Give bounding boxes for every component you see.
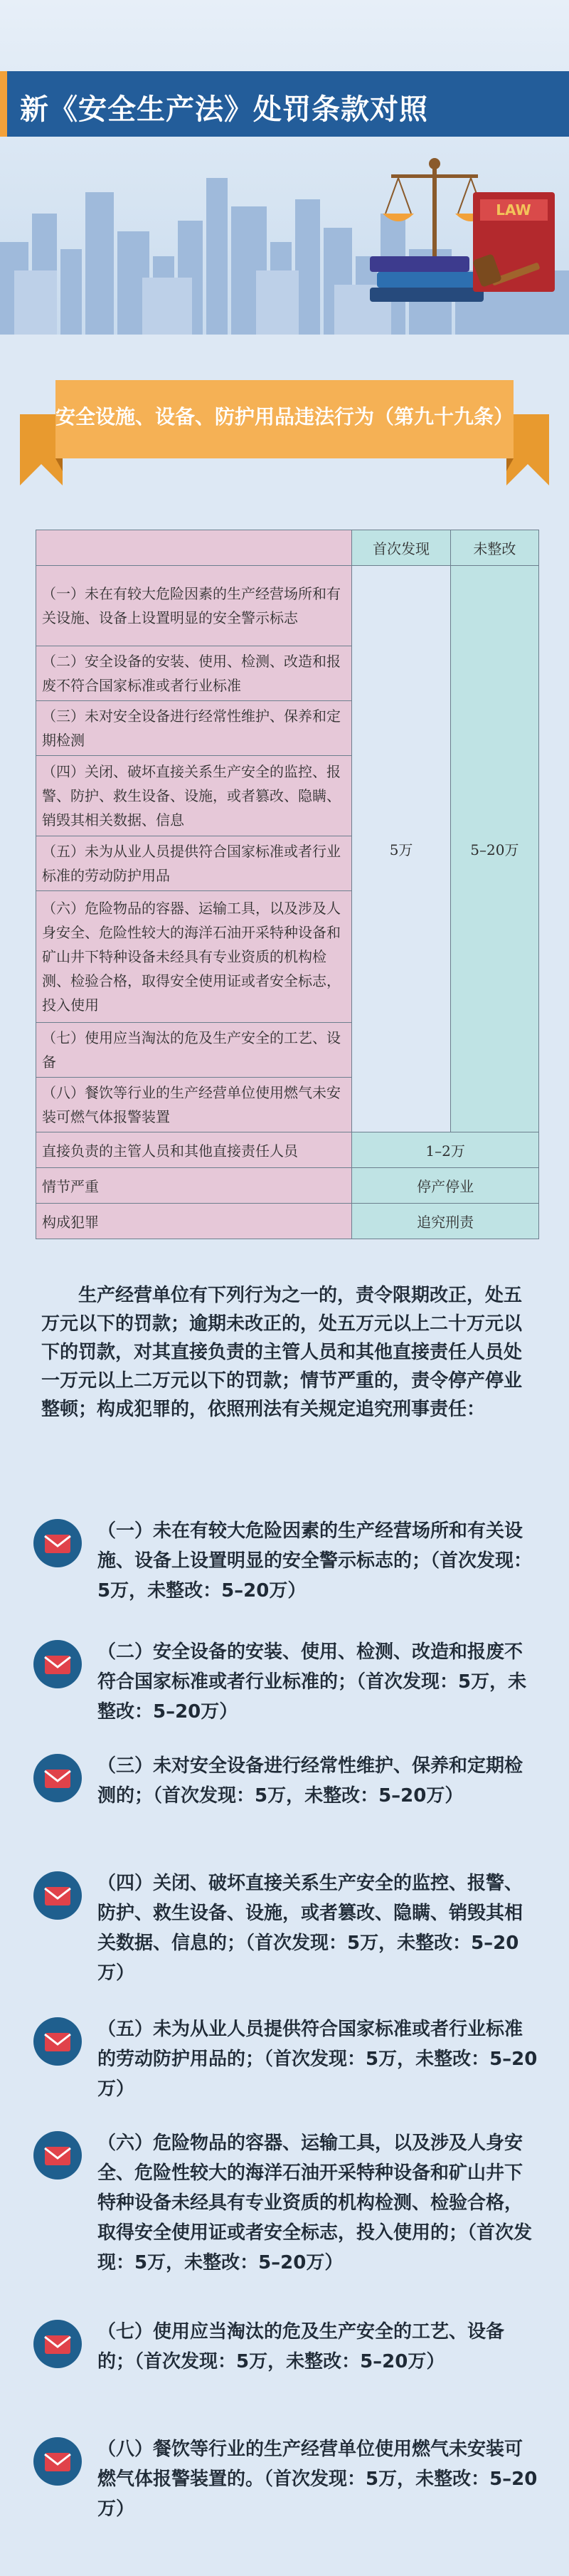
table-cell-value: 1–2万 bbox=[352, 1132, 539, 1168]
warning-letter-icon bbox=[32, 1518, 83, 1569]
warning-letter-icon bbox=[32, 1639, 83, 1690]
table-header-row bbox=[36, 530, 539, 566]
scale-icon bbox=[383, 158, 486, 270]
title-accent bbox=[0, 71, 7, 137]
list-item-text: （三）未对安全设备进行经常性维护、保养和定期检测的；（首次发现：5万，未整改：5–20万） bbox=[97, 1755, 523, 1807]
table-cell-label: 情节严重 bbox=[36, 1168, 352, 1204]
table-row bbox=[36, 1204, 539, 1239]
table-cell-item: （四）关闭、破坏直接关系生产安全的监控、报警、防护、救生设备、设施，或者篡改、隐瞒、销毁其相关数据、信息 bbox=[36, 756, 352, 836]
list-item-text: （七）使用应当淘汰的危及生产安全的工艺、设备的；（首次发现：5万，未整改：5–20万） bbox=[97, 2321, 505, 2372]
table-cell-item: （六）危险物品的容器、运输工具，以及涉及人身安全、危险性较大的海洋石油开采特种设备和矿山井下特种设备未经具有专业资质的机构检测、检验合格，取得安全使用证或者安全标志，投入使用 bbox=[36, 891, 352, 1023]
warning-letter-icon bbox=[32, 2130, 83, 2181]
table-header-uncorrected: 未整改 bbox=[450, 530, 538, 566]
list-item-text: （八）餐饮等行业的生产经营单位使用燃气未安装可燃气体报警装置的。（首次发现：5万，未整改：5–20万） bbox=[97, 2439, 538, 2520]
table-cell-label: 构成犯罪 bbox=[36, 1204, 352, 1239]
table-cell-item: （一）未在有较大危险因素的生产经营场所和有关设施、设备上设置明显的安全警示标志 bbox=[36, 566, 352, 646]
list-item-text: （六）危险物品的容器、运输工具，以及涉及人身安全、危险性较大的海洋石油开采特种设备和矿山井下特种设备未经具有专业资质的机构检测、检验合格，取得安全使用证或者安全标志，投入使用的；（首次发现：5万，未整改：5–20万） bbox=[97, 2133, 533, 2273]
section-banner bbox=[20, 372, 549, 485]
list-item-text: （四）关闭、破坏直接关系生产安全的监控、报警、防护、救生设备、设施，或者篡改、隐瞒、销毁其相关数据、信息的；（首次发现：5万，未整改：5–20万） bbox=[97, 1873, 523, 1984]
table-row bbox=[36, 566, 539, 646]
list-item-text: （二）安全设备的安装、使用、检测、改造和报废不符合国家标准或者行业标准的；（首次发现：5万，未整改：5–20万） bbox=[97, 1641, 527, 1723]
list-item-text: （五）未为从业人员提供符合国家标准或者行业标准的劳动防护用品的；（首次发现：5万，未整改：5–20万） bbox=[97, 2019, 538, 2100]
table-cell-uncorrected-fine: 5–20万 bbox=[450, 566, 538, 1132]
table-cell-first-fine: 5万 bbox=[352, 566, 450, 1132]
header bbox=[0, 0, 569, 335]
table-cell-item: （三）未对安全设备进行经常性维护、保养和定期检测 bbox=[36, 701, 352, 756]
table-header-blank bbox=[36, 530, 352, 566]
warning-letter-icon bbox=[32, 1870, 83, 1921]
table-cell-item: （七）使用应当淘汰的危及生产安全的工艺、设备 bbox=[36, 1023, 352, 1078]
warning-letter-icon bbox=[32, 1752, 83, 1804]
table-row bbox=[36, 1168, 539, 1204]
table-cell-item: （八）餐饮等行业的生产经营单位使用燃气未安装可燃气体报警装置 bbox=[36, 1078, 352, 1132]
table-cell-item: （五）未为从业人员提供符合国家标准或者行业标准的劳动防护用品 bbox=[36, 836, 352, 891]
warning-letter-icon bbox=[32, 2016, 83, 2067]
title-bar bbox=[0, 71, 569, 137]
list-item-text: （一）未在有较大危险因素的生产经营场所和有关设施、设备上设置明显的安全警示标志的；（首次发现：5万，未整改：5–20万） bbox=[97, 1520, 533, 1602]
table-row bbox=[36, 1132, 539, 1168]
table-cell-value: 追究刑责 bbox=[352, 1204, 539, 1239]
warning-letter-icon bbox=[32, 2318, 83, 2370]
table-header-first: 首次发现 bbox=[352, 530, 450, 566]
table-cell-value: 停产停业 bbox=[352, 1168, 539, 1204]
table-cell-label: 直接负责的主管人员和其他直接责任人员 bbox=[36, 1132, 352, 1168]
warning-letter-icon bbox=[32, 2436, 83, 2487]
banner-main bbox=[55, 380, 514, 458]
page-title: 新《安全生产法》处罚条款对照 bbox=[20, 93, 428, 126]
law-book-label: LAW bbox=[496, 201, 531, 219]
intro-paragraph: 生产经营单位有下列行为之一的，责令限期改正，处五万元以下的罚款；逾期未改正的，处五万元以上二十万元以下的罚款，对其直接负责的主管人员和其他直接责任人员处一万元以上二万元以下的罚款；情节严重的，责令停产停业整顿；构成犯罪的，依照刑法有关规定追究刑事责任： bbox=[41, 1285, 523, 1420]
books-icon bbox=[370, 256, 484, 302]
table-cell-item: （二）安全设备的安装、使用、检测、改造和报废不符合国家标准或者行业标准 bbox=[36, 646, 352, 701]
penalty-table bbox=[36, 530, 539, 1239]
banner-title: 安全设施、设备、防护用品违法行为（第九十九条） bbox=[55, 405, 514, 429]
justice-scale-and-law-book-illustration bbox=[370, 149, 562, 306]
